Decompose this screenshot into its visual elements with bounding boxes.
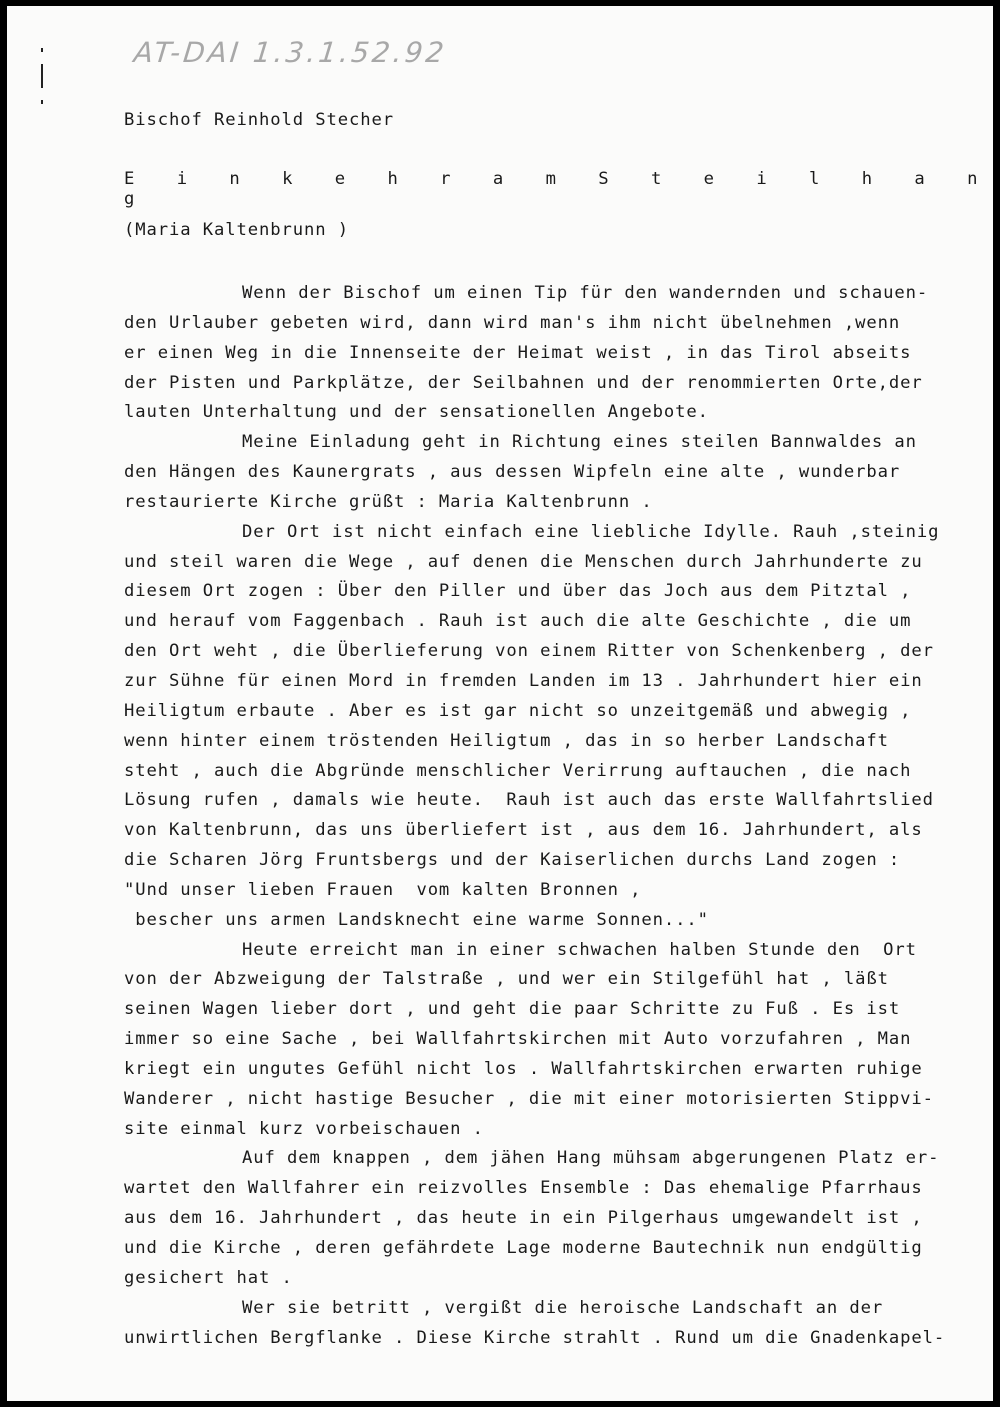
text-line: die Scharen Jörg Fruntsbergs und der Kaiserlichen durchs Land zogen : xyxy=(124,850,901,871)
text-line: diesem Ort zogen : Über den Piller und über das Joch aus dem Pitztal , xyxy=(124,581,912,602)
document-page xyxy=(7,6,993,1401)
text-line: steht , auch die Abgründe menschlicher Verirrung auftauchen , die nach xyxy=(124,760,912,781)
text-line: Wanderer , nicht hastige Besucher , die mit einer motorisierten Stippvi- xyxy=(124,1088,934,1109)
text-line: bescher uns armen Landsknecht eine warme Sonnen..." xyxy=(124,909,709,930)
text-line: und herauf vom Faggenbach . Rauh ist auch die alte Geschichte , die um xyxy=(124,611,912,632)
margin-mark xyxy=(41,64,43,88)
text-line: immer so eine Sache , bei Wallfahrtskirchen mit Auto vorzufahren , Man xyxy=(124,1029,912,1050)
text-line: site einmal kurz vorbeischauen . xyxy=(124,1118,484,1139)
document-subtitle: (Maria Kaltenbrunn ) xyxy=(124,220,349,240)
text-line: seinen Wagen lieber dort , und geht die paar Schritte zu Fuß . Es ist xyxy=(124,999,901,1020)
text-line: zur Sühne für einen Mord in fremden Landen im 13 . Jahrhundert hier ein xyxy=(124,670,923,691)
text-line: Heiligtum erbaute . Aber es ist gar nicht so unzeitgemäß und abwegig , xyxy=(124,700,912,721)
archive-signature: AT-DAI 1.3.1.52.92 xyxy=(132,36,449,69)
text-line: "Und unser lieben Frauen vom kalten Bronnen , xyxy=(124,879,642,900)
text-line: der Pisten und Parkplätze, der Seilbahnen und der renommierten Orte,der xyxy=(124,372,923,393)
text-line: Meine Einladung geht in Richtung eines steilen Bannwaldes an xyxy=(242,432,917,453)
author-line: Bischof Reinhold Stecher xyxy=(124,110,394,130)
text-line: den Ort weht , die Überlieferung von einem Ritter von Schenkenberg , der xyxy=(124,641,934,662)
text-line: und steil waren die Wege , auf denen die Menschen durch Jahrhunderte zu xyxy=(124,551,923,572)
text-line: wartet den Wallfahrer ein reizvolles Ensemble : Das ehemalige Pfarrhaus xyxy=(124,1178,923,1199)
text-line: von der Abzweigung der Talstraße , und wer ein Stilgefühl hat , läßt xyxy=(124,969,889,990)
text-line: wenn hinter einem tröstenden Heiligtum , das in so herber Landschaft xyxy=(124,730,889,751)
text-line: von Kaltenbrunn, das uns überliefert ist , aus dem 16. Jahrhundert, als xyxy=(124,820,923,841)
text-line: Wenn der Bischof um einen Tip für den wandernden und schauen- xyxy=(242,283,929,303)
text-line: Auf dem knappen , dem jähen Hang mühsam abgerungenen Platz er- xyxy=(242,1148,940,1169)
margin-mark xyxy=(41,100,43,104)
body-text xyxy=(124,279,984,1353)
document-title: E i n k e h r a m S t e i l h a n g xyxy=(124,169,989,209)
text-line: lauten Unterhaltung und der sensationellen Angebote. xyxy=(124,402,709,423)
text-line: restaurierte Kirche grüßt : Maria Kaltenbrunn . xyxy=(124,491,653,512)
text-line: Heute erreicht man in einer schwachen halben Stunde den Ort xyxy=(242,939,917,960)
text-line: und die Kirche , deren gefährdete Lage moderne Bautechnik nun endgültig xyxy=(124,1238,923,1258)
text-line: gesichert hat . xyxy=(124,1267,293,1288)
text-line: kriegt ein ungutes Gefühl nicht los . Wallfahrtskirchen erwarten ruhige xyxy=(124,1058,923,1079)
margin-mark xyxy=(41,48,43,52)
text-line: den Hängen des Kaunergrats , aus dessen Wipfeln eine alte , wunderbar xyxy=(124,462,901,483)
text-line: aus dem 16. Jahrhundert , das heute in ein Pilgerhaus umgewandelt ist , xyxy=(124,1208,923,1229)
text-line: unwirtlichen Bergflanke . Diese Kirche strahlt . Rund um die Gnadenkapel- xyxy=(124,1327,946,1348)
text-line: Der Ort ist nicht einfach eine liebliche Idylle. Rauh ,steinig xyxy=(242,521,940,542)
text-line: Wer sie betritt , vergißt die heroische Landschaft an der xyxy=(242,1297,884,1318)
text-line: er einen Weg in die Innenseite der Heimat weist , in das Tirol abseits xyxy=(124,342,912,363)
text-line: Lösung rufen , damals wie heute. Rauh ist auch das erste Wallfahrtslied xyxy=(124,790,934,811)
text-line: den Urlauber gebeten wird, dann wird man's ihm nicht übelnehmen ,wenn xyxy=(124,312,901,333)
